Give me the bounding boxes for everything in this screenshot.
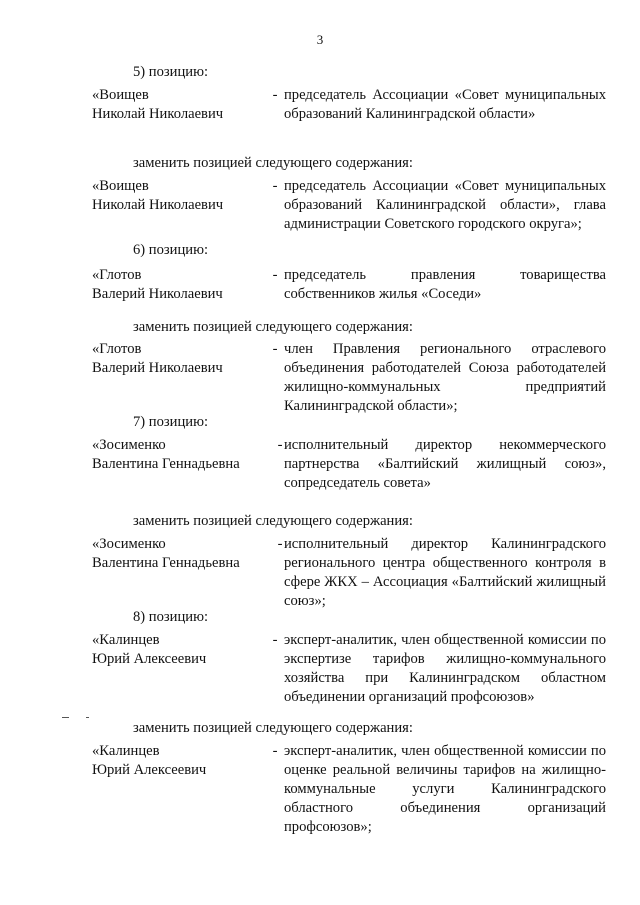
- section-lead: 8) позицию:: [133, 609, 209, 625]
- person-surname: «Калинцев: [92, 743, 160, 759]
- role-description: исполнительный директор Калининградского регионального центра общественного контроля в сфере ЖКХ – Ассоциация «Балтийский жилищный союз»;: [284, 536, 606, 609]
- separator-dash: -: [272, 341, 278, 357]
- role-description: член Правления регионального отраслевого объединения работодателей Союза работодателей жилищно-коммунальных предприятий Калининградской области»;: [284, 341, 606, 414]
- scan-mark: [62, 717, 69, 718]
- person-surname: «Зосименко: [92, 536, 166, 552]
- section-lead: заменить позицией следующего содержания:: [133, 720, 413, 736]
- role-description: председатель правления товарищества собственников жилья «Соседи»: [284, 267, 606, 302]
- section-lead: заменить позицией следующего содержания:: [133, 155, 413, 171]
- person-given-names: Валентина Геннадьевна: [92, 555, 240, 571]
- person-given-names: Николай Николаевич: [92, 197, 224, 213]
- scan-mark: [86, 717, 89, 718]
- person-surname: «Воищев: [92, 178, 149, 194]
- role-description: эксперт-аналитик, член общественной комиссии по экспертизе тарифов жилищно-коммунального хозяйства при Калининградском областном объединении организаций профсоюзов»: [284, 632, 606, 705]
- section-lead: заменить позицией следующего содержания:: [133, 513, 413, 529]
- person-name: [92, 742, 272, 780]
- separator-dash: -: [272, 743, 278, 759]
- role-description: председатель Ассоциации «Совет муниципальных образований Калининградской области»: [284, 87, 606, 122]
- person-name: [92, 631, 272, 669]
- section-lead: заменить позицией следующего содержания:: [133, 319, 413, 335]
- person-surname: «Калинцев: [92, 632, 160, 648]
- separator-dash: -: [272, 178, 278, 194]
- person-name: [92, 177, 272, 215]
- person-given-names: Юрий Алексеевич: [92, 651, 207, 667]
- person-given-names: Юрий Алексеевич: [92, 762, 207, 778]
- separator-dash: -: [277, 437, 283, 453]
- page-number: 3: [316, 32, 324, 47]
- person-given-names: Валерий Николаевич: [92, 360, 223, 376]
- separator-dash: -: [272, 87, 278, 103]
- person-name: [92, 340, 272, 378]
- section-lead: 6) позицию:: [133, 242, 209, 258]
- section-lead: 7) позицию:: [133, 414, 209, 430]
- role-description: исполнительный директор некоммерческого партнерства «Балтийский жилищный союз», сопредседатель совета»: [284, 437, 606, 491]
- person-name: [92, 535, 272, 573]
- person-name: [92, 436, 272, 474]
- separator-dash: -: [272, 267, 278, 283]
- person-surname: «Воищев: [92, 87, 149, 103]
- person-surname: «Зосименко: [92, 437, 166, 453]
- section-lead: 5) позицию:: [133, 64, 209, 80]
- person-surname: «Глотов: [92, 267, 142, 283]
- person-name: [92, 86, 272, 124]
- role-description: председатель Ассоциации «Совет муниципальных образований Калининградской области», глава администрации Советского городского округа»;: [284, 178, 606, 232]
- person-given-names: Валентина Геннадьевна: [92, 456, 240, 472]
- separator-dash: -: [272, 632, 278, 648]
- separator-dash: -: [277, 536, 283, 552]
- person-given-names: Валерий Николаевич: [92, 286, 223, 302]
- role-description: эксперт-аналитик, член общественной комиссии по оценке реальной величины тарифов на жилищно-коммунальные услуги Калининградского областного объединения организаций профсоюзов»;: [284, 743, 606, 835]
- person-name: [92, 266, 272, 304]
- person-surname: «Глотов: [92, 341, 142, 357]
- person-given-names: Николай Николаевич: [92, 106, 224, 122]
